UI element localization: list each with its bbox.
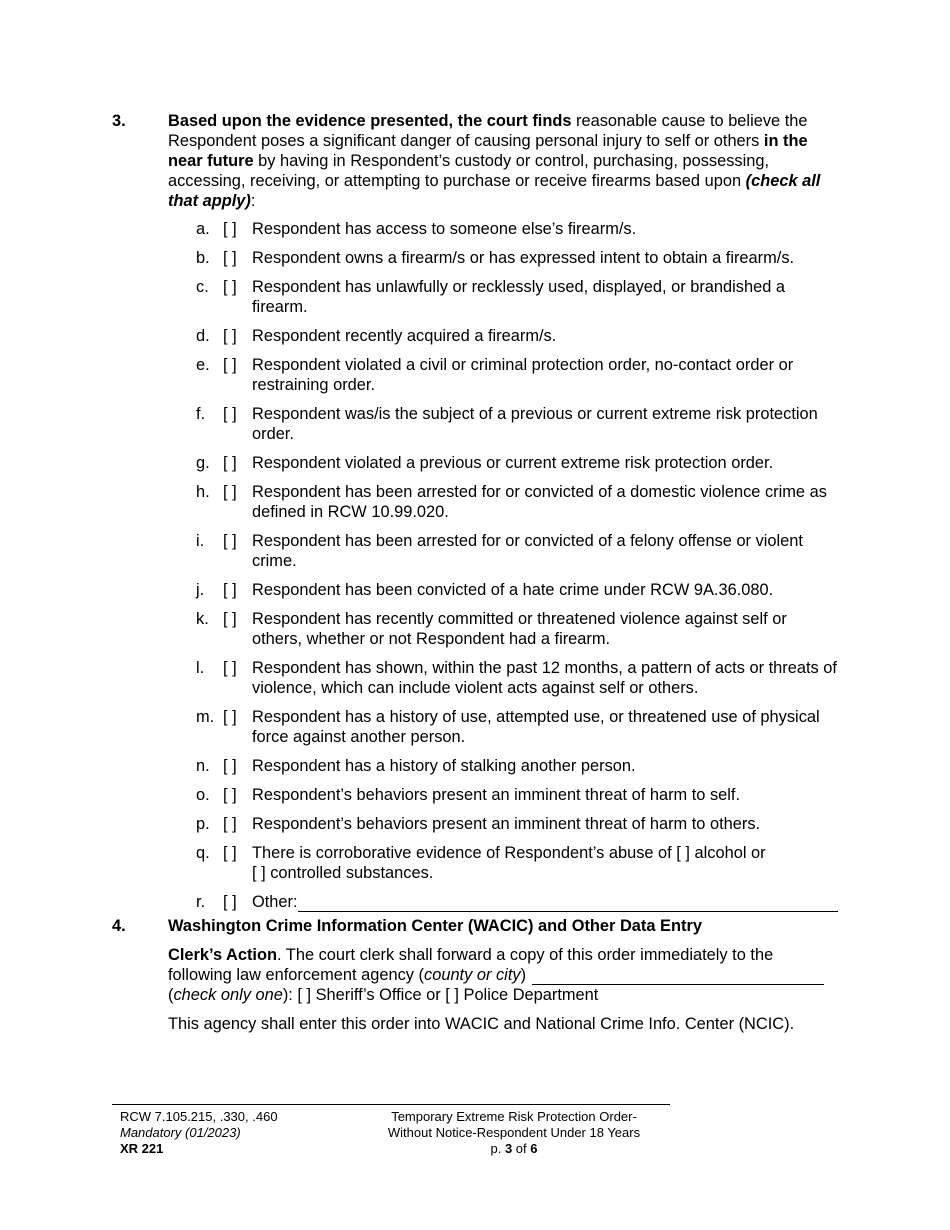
item-letter: q. — [196, 844, 210, 862]
item-letter: c. — [196, 278, 209, 296]
agency-input-line[interactable] — [532, 966, 824, 985]
item-text: Respondent’s behaviors present an imminent threat of harm to others. — [252, 815, 761, 833]
item-text: Respondent owns a firearm/s or has expressed intent to obtain a firearm/s. — [252, 249, 795, 267]
other-input-line[interactable] — [298, 893, 838, 912]
item-text: Respondent’s behaviors present an imminent threat of harm to self. — [252, 786, 741, 804]
page-of: of — [512, 1141, 531, 1156]
item-text: Respondent has unlawfully or recklessly used, displayed, or brandished a firearm. — [252, 278, 785, 316]
item-text: Respondent has been convicted of a hate crime under RCW 9A.36.080. — [252, 581, 774, 599]
checkbox[interactable]: [ ] — [223, 844, 237, 862]
list-item — [196, 453, 838, 473]
section-4-number: 4. — [112, 917, 126, 935]
item-text: Respondent has a history of stalking another person. — [252, 757, 636, 775]
checkbox[interactable]: [ ] — [223, 278, 237, 296]
check-only-one: check only one — [173, 986, 283, 1004]
checkbox[interactable]: [ ] — [223, 327, 237, 345]
item-text: Respondent has shown, within the past 12 months, a pattern of acts or threats of violence, which can include violent acts against self or others. — [252, 659, 837, 697]
intro-text-2: reasonable cause to believe the Respondent poses a significant danger of causing personal injury to self or others — [168, 112, 808, 150]
footer-title-line-1: Temporary Extreme Risk Protection Order- — [391, 1109, 637, 1124]
alcohol-checkbox[interactable]: [ ] — [676, 844, 690, 862]
list-item — [196, 482, 838, 522]
item-text: Respondent has been arrested for or convicted of a felony offense or violent crime. — [252, 532, 803, 570]
item-text: Respondent has recently committed or threatened violence against self or others, whether or not Respondent had a firearm. — [252, 610, 787, 648]
section-4-body — [168, 916, 838, 1034]
item-letter: f. — [196, 405, 206, 423]
checkbox[interactable]: [ ] — [223, 356, 237, 374]
clerk-text-2: ) — [520, 966, 527, 984]
page-prefix: p. — [490, 1141, 505, 1156]
section-3-intro — [168, 111, 838, 211]
footer-form-id: XR 221 — [120, 1141, 164, 1156]
controlled-substances-checkbox[interactable]: [ ] — [252, 864, 266, 882]
checkbox[interactable]: [ ] — [223, 893, 237, 911]
footer-left — [120, 1109, 278, 1157]
checkbox[interactable]: [ ] — [223, 610, 237, 628]
checkbox[interactable]: [ ] — [223, 249, 237, 267]
checkbox[interactable]: [ ] — [223, 220, 237, 238]
item-letter: p. — [196, 815, 210, 833]
list-item — [196, 404, 838, 444]
page-total: 6 — [530, 1141, 538, 1156]
item-letter: b. — [196, 249, 210, 267]
clerk-text-1: . The court clerk shall forward a copy of this order immediately to the following law enforcement agency ( — [168, 946, 774, 984]
item-letter: d. — [196, 327, 210, 345]
police-checkbox[interactable]: [ ] — [445, 986, 459, 1004]
list-item — [196, 756, 838, 776]
item-text — [252, 892, 838, 912]
section-4-heading: Washington Crime Information Center (WACIC) and Other Data Entry — [168, 917, 702, 935]
item-letter: j. — [196, 581, 205, 599]
check-close: ): — [282, 986, 298, 1004]
footer-title-line-2: Without Notice-Respondent Under 18 Years — [387, 1125, 641, 1140]
item-letter: h. — [196, 483, 210, 501]
checkbox[interactable]: [ ] — [223, 659, 237, 677]
footer-center — [364, 1109, 664, 1157]
item-q-text-c: controlled substances. — [265, 864, 434, 882]
item-text: Respondent violated a civil or criminal protection order, no-contact order or restraining order. — [252, 356, 794, 394]
list-item — [196, 658, 838, 698]
item-letter: g. — [196, 454, 210, 472]
checkbox[interactable]: [ ] — [223, 757, 237, 775]
item-text: Respondent was/is the subject of a previous or current extreme risk protection order. — [252, 405, 818, 443]
list-item — [196, 219, 838, 239]
findings-checklist — [196, 219, 838, 921]
footer-mandatory: Mandatory (01/2023) — [120, 1125, 241, 1140]
item-letter: n. — [196, 757, 210, 775]
section-3-number: 3. — [112, 112, 126, 130]
item-text — [252, 843, 838, 883]
intro-check-all: (check all that apply) — [168, 172, 821, 210]
other-label: Other: — [252, 893, 298, 911]
list-item — [196, 580, 838, 600]
list-item-other — [196, 892, 838, 912]
intro-text-4: by having in Respondent’s custody or control, purchasing, possessing, accessing, receiving, or attempting to purchase or receive firearms based upon — [168, 152, 770, 190]
item-q-text-a: There is corroborative evidence of Respondent’s abuse of — [252, 844, 677, 862]
item-letter: m. — [196, 708, 215, 726]
item-text: Respondent has access to someone else’s firearm/s. — [252, 220, 637, 238]
intro-colon: : — [250, 192, 256, 210]
checkbox[interactable]: [ ] — [223, 532, 237, 550]
checkbox[interactable]: [ ] — [223, 786, 237, 804]
clerk-action-paragraph — [168, 945, 838, 1005]
list-item — [196, 277, 838, 317]
sheriff-option-label: Sheriff’s Office or — [311, 986, 446, 1004]
agency-instruction: This agency shall enter this order into WACIC and National Crime Info. Center (NCIC). — [168, 1015, 795, 1033]
item-q-text-b: alcohol or — [689, 844, 766, 862]
item-text: Respondent has a history of use, attempted use, or threatened use of physical force against another person. — [252, 708, 820, 746]
list-item — [196, 707, 838, 747]
item-letter: e. — [196, 356, 210, 374]
footer-divider — [112, 1104, 670, 1105]
item-letter: i. — [196, 532, 205, 550]
sheriff-checkbox[interactable]: [ ] — [297, 986, 312, 1004]
page-current: 3 — [504, 1141, 513, 1156]
intro-bold-1: Based upon the evidence presented, the court finds — [168, 112, 572, 130]
footer-page-number — [364, 1141, 664, 1157]
item-letter: l. — [196, 659, 205, 677]
list-item — [196, 355, 838, 395]
list-item — [196, 785, 838, 805]
list-item — [196, 248, 838, 268]
item-text: Respondent violated a previous or current extreme risk protection order. — [252, 454, 774, 472]
intro-bold-3: in the near future — [168, 132, 808, 170]
item-letter: k. — [196, 610, 209, 628]
list-item — [196, 326, 838, 346]
list-item — [196, 531, 838, 571]
checkbox[interactable]: [ ] — [223, 708, 237, 726]
item-text: Respondent has been arrested for or convicted of a domestic violence crime as defined in RCW 10.99.020. — [252, 483, 827, 521]
item-letter: a. — [196, 220, 210, 238]
check-open: ( — [168, 986, 174, 1004]
checkbox[interactable]: [ ] — [223, 815, 237, 833]
checkbox[interactable]: [ ] — [223, 405, 237, 423]
item-letter: o. — [196, 786, 210, 804]
item-text: Respondent recently acquired a firearm/s. — [252, 327, 557, 345]
item-letter: r. — [196, 893, 206, 911]
footer-statute: RCW 7.105.215, .330, .460 — [120, 1109, 278, 1124]
clerk-text-italic: county or city — [424, 966, 521, 984]
checkbox[interactable]: [ ] — [223, 454, 237, 472]
checkbox[interactable]: [ ] — [223, 483, 237, 501]
checkbox[interactable]: [ ] — [223, 581, 237, 599]
police-option-label: Police Department — [458, 986, 599, 1004]
list-item — [196, 814, 838, 834]
list-item — [196, 609, 838, 649]
list-item-substance-abuse — [196, 843, 838, 883]
clerk-action-label: Clerk’s Action — [168, 946, 277, 964]
